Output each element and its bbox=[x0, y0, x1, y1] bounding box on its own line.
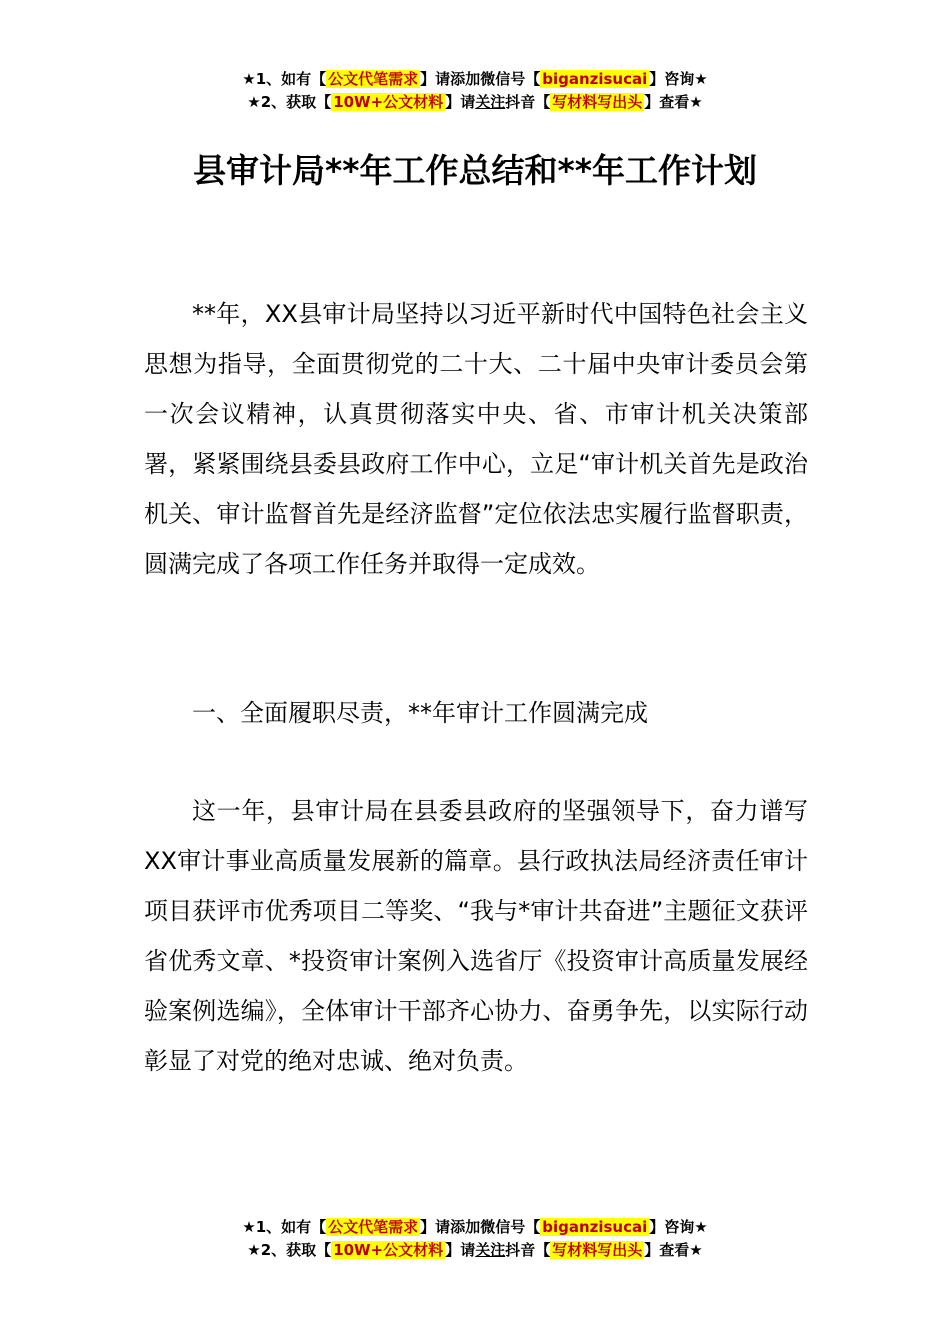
banner-text: 】请 bbox=[445, 93, 476, 111]
banner-text: 关注 bbox=[475, 1241, 506, 1259]
banner-line-1 bbox=[0, 1216, 950, 1239]
banner-highlight: 写材料写出头 bbox=[552, 93, 643, 111]
paragraph-text: **年，XX县审计局坚持以习近平新时代中国特色社会主义思想为指导，全面贯彻党的二十大、二十届中央审计委员会第一次会议精神，认真贯彻落实中央、省、市审计机关决策部署，紧紧围绕县委县政府工作中心，立足“审计机关首先是政治机关、审计监督首先是经济监督”定位依法忠实履行监督职责，圆满完成了各项工作任务并取得一定成效。 bbox=[144, 300, 808, 578]
document-title: 县审计局**年工作总结和**年工作计划 bbox=[192, 151, 758, 190]
banner-text: 】请添 bbox=[420, 1218, 466, 1236]
paragraph-intro bbox=[144, 289, 808, 589]
paragraph-text: 这一年，县审计局在县委县政府的坚强领导下，奋力谱写XX审计事业高质量发展新的篇章。县行政执法局经济责任审计项目获评市优秀项目二等奖、“我与*审计共奋进”主题征文获评省优秀文章、*投资审计案例入选省厅《投资审计高质量发展经验案例选编》，全体审计干部齐心协力、奋勇争先，以实际行动彰显了对党的绝对忠诚、绝对负责。 bbox=[144, 797, 808, 1075]
banner-text: ★1、如有【 bbox=[242, 70, 327, 88]
banner-highlight: 10W+公文材料 bbox=[333, 1241, 444, 1259]
header-banner bbox=[0, 68, 950, 114]
banner-text: 微信号【 bbox=[480, 1218, 541, 1236]
banner-text: 】请 bbox=[445, 1241, 476, 1259]
banner-text: 】查看★ bbox=[644, 1241, 703, 1259]
banner-text: 抖音【 bbox=[505, 1241, 551, 1259]
banner-text: 加 bbox=[465, 70, 481, 88]
banner-text: 加 bbox=[465, 1218, 481, 1236]
banner-line-2 bbox=[0, 91, 950, 114]
banner-text: ★1、如有【 bbox=[242, 1218, 327, 1236]
banner-highlight: biganzisucai bbox=[542, 70, 648, 88]
banner-line-2 bbox=[0, 1239, 950, 1262]
footer-banner bbox=[0, 1216, 950, 1262]
banner-highlight: 公文代笔需求 bbox=[328, 1218, 419, 1236]
banner-text: 微信号【 bbox=[480, 70, 541, 88]
banner-text: 抖音【 bbox=[505, 93, 551, 111]
banner-highlight: biganzisucai bbox=[542, 1218, 648, 1236]
section-heading bbox=[144, 688, 808, 738]
paragraph-section-1 bbox=[144, 786, 808, 1086]
banner-line-1 bbox=[0, 68, 950, 91]
banner-text: ★2、获取【 bbox=[247, 93, 332, 111]
banner-text: 】查看★ bbox=[644, 93, 703, 111]
banner-text: ★2、获取【 bbox=[247, 1241, 332, 1259]
banner-text: 关注 bbox=[475, 93, 506, 111]
banner-text: 】请添 bbox=[420, 70, 466, 88]
banner-highlight: 公文代笔需求 bbox=[328, 70, 419, 88]
banner-highlight: 写材料写出头 bbox=[552, 1241, 643, 1259]
banner-text: 】咨询★ bbox=[649, 70, 708, 88]
heading-text: 一、全面履职尽责，**年审计工作圆满完成 bbox=[192, 699, 648, 727]
banner-highlight: 10W+公文材料 bbox=[333, 93, 444, 111]
banner-text: 】咨询★ bbox=[649, 1218, 708, 1236]
